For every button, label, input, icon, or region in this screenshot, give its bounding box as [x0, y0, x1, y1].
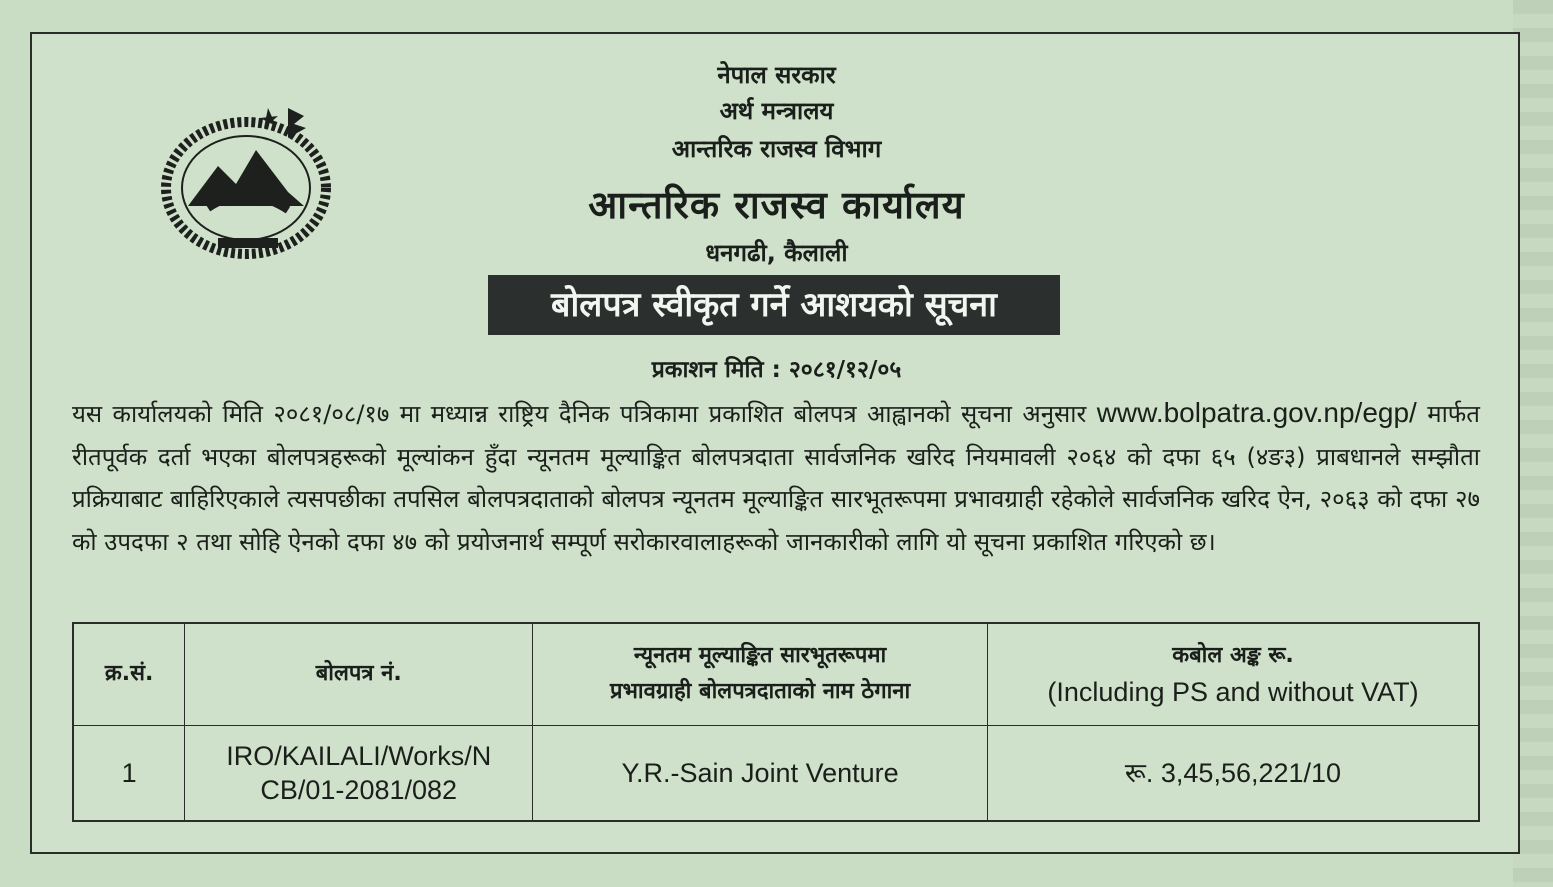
- body-text-start: यस कार्यालयको मिति २०८१/०८/१७ मा मध्यान्न राष्ट्रिय दैनिक पत्रिकामा प्रकाशित बोलपत्र आह्वानको सूचना अनुसार: [72, 400, 1087, 428]
- table-header-row: [73, 623, 1479, 725]
- cell-serial: 1: [73, 725, 185, 821]
- cell-bid-number-line1: IRO/KAILALI/Works/N: [226, 740, 492, 771]
- notice-body: [72, 392, 1480, 563]
- header-bid-number: बोलपत्र नं.: [185, 623, 533, 725]
- header-amount: [988, 623, 1479, 725]
- header-bidder-line1: न्यूनतम मूल्याङ्कित सारभूतरूपमा: [633, 643, 887, 669]
- header-amount-line1: कबोल अङ्क रू.: [1172, 643, 1294, 669]
- header-bidder: [533, 623, 988, 725]
- notice-title-banner: बोलपत्र स्वीकृत गर्ने आशयको सूचना: [488, 275, 1060, 335]
- header-bidder-line2: प्रभावग्राही बोलपत्रदाताको नाम ठेगाना: [609, 679, 911, 705]
- government-name: नेपाल सरकार: [717, 61, 836, 89]
- award-table: [72, 622, 1480, 822]
- table-row: [73, 725, 1479, 821]
- office-name: आन्तरिक राजस्व कार्यालय: [588, 183, 965, 227]
- department-name: आन्तरिक राजस्व विभाग: [671, 135, 882, 163]
- publication-date: प्रकाशन मिति : २०८१/१२/०५: [651, 357, 902, 383]
- ministry-name: अर्थ मन्त्रालय: [719, 97, 834, 125]
- egp-link[interactable]: www.bolpatra.gov.np/egp/: [1096, 397, 1417, 428]
- header-serial: क्र.सं.: [73, 623, 185, 725]
- cell-bid-number-line2: CB/01-2081/082: [260, 774, 458, 805]
- office-location: धनगढी, कैलाली: [705, 239, 848, 267]
- cell-bid-number: [185, 725, 533, 821]
- cell-bidder: Y.R.-Sain Joint Venture: [533, 725, 988, 821]
- cell-amount: रू. 3,45,56,221/10: [988, 725, 1479, 821]
- body-text-rest: मार्फत रीतपूर्वक दर्ता भएका बोलपत्रहरूको मूल्यांकन हुँदा न्यूनतम मूल्याङ्कित बोलपत्रदाता सार्वजनिक खरिद नियमावली २०६४ को दफा ६५ (४ङ३) प्राबधानले सम्झौता प्रक्रियाबाट बाहिरिएकाले त्यसपछीका तपसिल बोलपत्रदाताको बोलपत्र न्यूनतम मूल्याङ्कित सारभूतरूपमा प्रभावग्राही रहेकोले सार्वजनिक खरिद ऐन, २०६३ को दफा २७ को उपदफा २ तथा सोहि ऐनको दफा ४७ को प्रयोजनार्थ सम्पूर्ण सरोकारवालाहरूको जानकारीको लागि यो सूचना प्रकाशित गरिएको छ।: [72, 400, 1480, 556]
- header-amount-line2: (Including PS and without VAT): [1047, 677, 1419, 708]
